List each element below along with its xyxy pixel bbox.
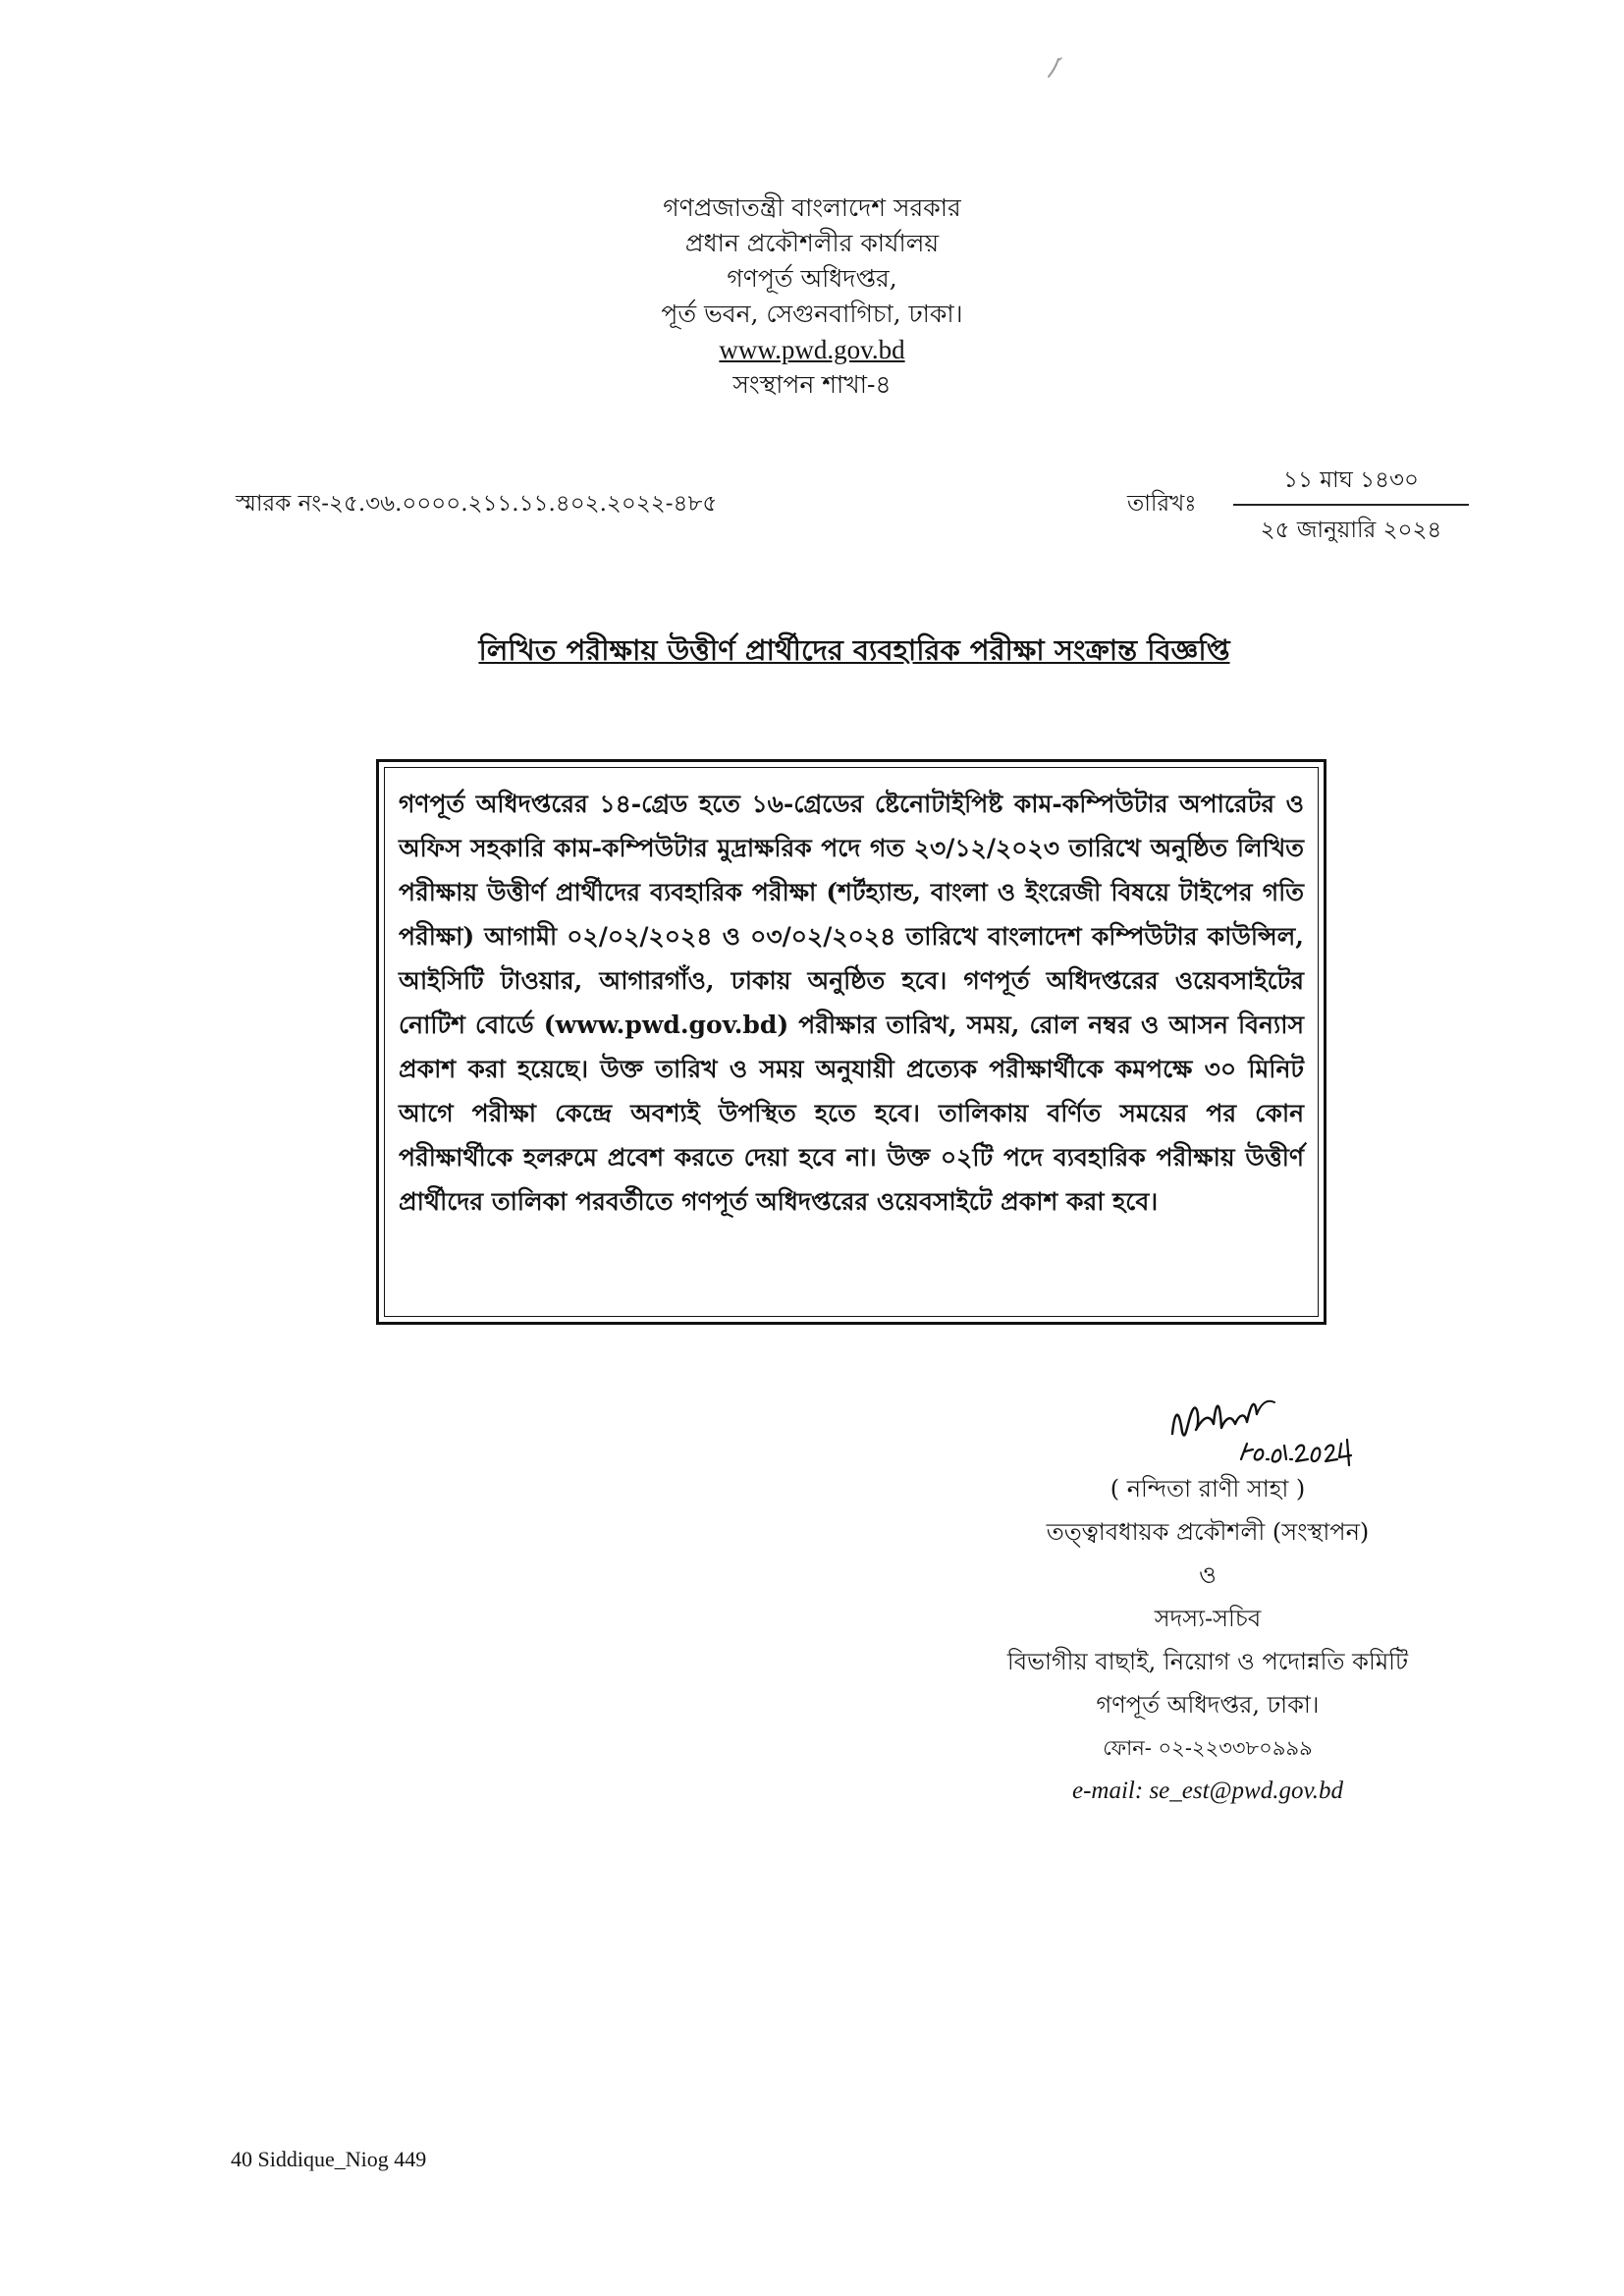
file-reference-note: 40 Siddique_Niog 449 (231, 2147, 427, 2171)
signatory-designation: তত্ত্বাবধায়ক প্রকৌশলী (সংস্থাপন) (1046, 1518, 1370, 1546)
government-name: গণপ্রজাতন্ত্রী বাংলাদেশ সরকার (663, 193, 961, 222)
notice-body: গণপূর্ত অধিদপ্তরের ১৪-গ্রেড হতে ১৬-গ্রেডের ষ্টেনোটাইপিষ্ট কাম-কম্পিউটার অপারেটর ও অফিস সহকারি কাম-কম্পিউটার মুদ্রাক্ষরিক পদে গত ২৩/১২/২০২৩ তারিখে অনুষ্ঠিত লিখিত পরীক্ষায় উত্তীর্ণ প্রার্থীদের ব্যবহারিক পরীক্ষা (শর্টহ্যান্ড, বাংলা ও ইংরেজী বিষয়ে টাইপের গতি পরীক্ষা) আগামী ০২/০২/২০২৪ ও ০৩/০২/২০২৪ তারিখে বাংলাদেশ কম্পিউটার কাউন্সিল, আইসিটি টাওয়ার, আগারগাঁও, ঢাকায় অনুষ্ঠিত হবে। গণপূর্ত অধিদপ্তরের ওয়েবসাইটের নোটিশ বোর্ডে (www.pwd.gov.bd) পরীক্ষার তারিখ, সময়, রোল নম্বর ও আসন বিন্যাস প্রকাশ করা হয়েছে। উক্ত তারিখ ও সময় অনুযায়ী প্রত্যেক পরীক্ষার্থীকে কমপক্ষে ৩০ মিনিট আগে পরীক্ষা কেন্দ্রে অবশ্যই উপস্থিত হতে হবে। তালিকায় বর্ণিত সময়ের পর কোন পরীক্ষার্থীকে হলরুমে প্রবেশ করতে দেয়া হবে না। উক্ত ০২টি পদে ব্যবহারিক পরীক্ষায় উত্তীর্ণ প্রার্থীদের তালিকা পরবর্তীতে গণপূর্ত অধিদপ্তরের ওয়েবসাইটে প্রকাশ করা হবে। (384, 767, 1319, 1317)
handwritten-signature (1159, 1375, 1394, 1473)
department-name: গণপূর্ত অধিদপ্তর, (727, 264, 897, 293)
stray-pen-mark (1045, 57, 1064, 79)
section-name: সংস্থাপন শাখা-৪ (732, 370, 892, 399)
office-name: প্রধান প্রকৌশলীর কার্যালয় (684, 229, 940, 257)
date-block (1233, 462, 1469, 550)
date-bengali: ১১ মাঘ ১৪৩০ (1233, 462, 1469, 506)
notice-subject: লিখিত পরীক্ষায় উত্তীর্ণ প্রার্থীদের ব্যবহারিক পরীক্ষা সংক্রান্ত বিজ্ঞপ্তি (478, 633, 1230, 667)
signatory-block (913, 1467, 1502, 1813)
website-link[interactable]: www.pwd.gov.bd (719, 335, 905, 364)
date-label: তারিখঃ (1127, 491, 1197, 517)
date-english: ২৫ জানুয়ারি ২০২৪ (1260, 518, 1442, 543)
signatory-phone: ফোন- ০২-২২৩৩৮০৯৯৯ (1103, 1736, 1313, 1760)
notice-box (376, 759, 1326, 1325)
signatory-role: সদস্য-সচিব (1154, 1605, 1262, 1632)
signatory-conjunction: ও (1199, 1561, 1217, 1589)
signatory-name: ( নন্দিতা রাণী সাহা ) (1110, 1475, 1306, 1503)
signatory-office: গণপূর্ত অধিদপ্তর, ঢাকা। (1096, 1691, 1320, 1719)
memo-number: স্মারক নং-২৫.৩৬.০০০০.২১১.১১.৪০২.২০২২-৪৮৫ (236, 491, 718, 517)
signatory-email[interactable]: e-mail: se_est@pwd.gov.bd (1072, 1777, 1343, 1804)
letterhead (517, 191, 1107, 403)
office-address: পূর্ত ভবন, সেগুনবাগিচা, ঢাকা। (661, 300, 963, 328)
signatory-committee: বিভাগীয় বাছাই, নিয়োগ ও পদোন্নতি কমিটি (1006, 1648, 1409, 1675)
